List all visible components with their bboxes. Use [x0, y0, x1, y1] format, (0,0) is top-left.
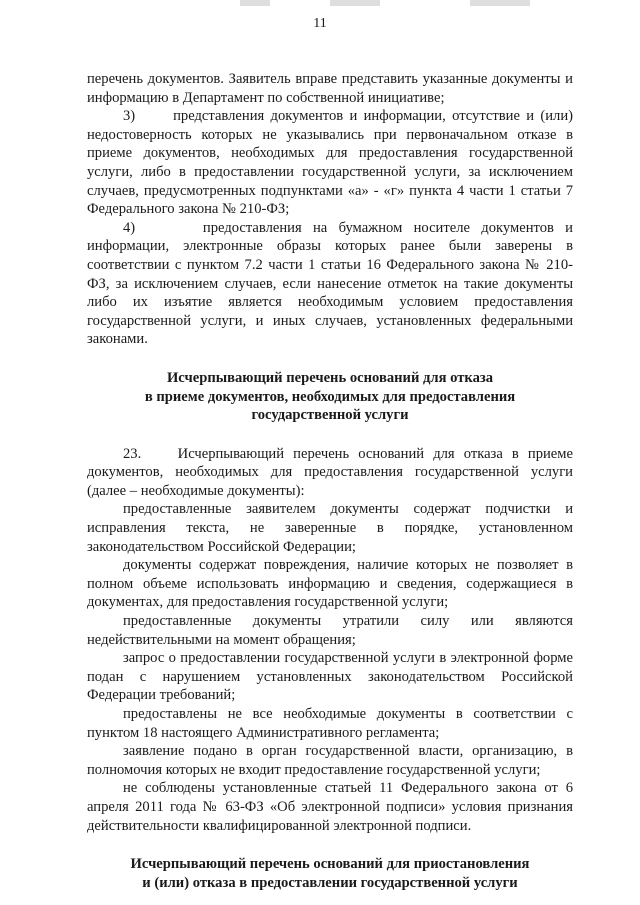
heading-line: и (или) отказа в предоставлении государственной услуги: [142, 874, 518, 891]
heading-line: государственной услуги: [251, 407, 409, 424]
paragraph: запрос о предоставлении государственной услуги в электронной форме подан с нарушением установленных законодательством Российской Федерации требований;: [87, 650, 573, 704]
paragraph: 3) представления документов и информации, отсутствие и (или) недостоверность которых не указывались при первоначальном отказе в приеме документов, необходимых для предоставления государственной услуги, либо в предоставлении государственной услуги, за исключением случаев, предусмотренных подпунктами «а» - «г» пункта 4 части 1 статьи 7 Федерального закона № 210-ФЗ;: [87, 108, 573, 218]
paragraph: предоставлены не все необходимые документы в соответствии с пунктом 18 настоящего Административного регламента;: [87, 706, 573, 741]
heading-line: Исчерпывающий перечень оснований для приостановления: [130, 856, 530, 873]
heading-line: в приеме документов, необходимых для предоставления: [144, 388, 516, 405]
paragraph: не соблюдены установленные статьей 11 Федерального закона от 6 апреля 2011 года № 63-ФЗ «Об электронной подписи» условия признания действительности квалифицированной электронной подписи.: [87, 780, 573, 834]
heading-line: Исчерпывающий перечень оснований для отказа: [166, 369, 494, 386]
paragraph: предоставленные документы утратили силу или являются недействительными на момент обращения;: [87, 613, 573, 648]
section-heading: [87, 369, 573, 425]
paragraph: перечень документов. Заявитель вправе представить указанные документы и информацию в Департамент по собственной инициативе;: [87, 71, 573, 106]
paragraph: 4) предоставления на бумажном носителе документов и информации, электронные образы которых ранее были заверены в соответствии с пунктом 7.2 части 1 статьи 16 Федерального закона № 210-ФЗ, за исключением случаев, если нанесение отметок на такие документы либо их изъятие является необходимым условием предоставления государственной услуги, и иных случаев, установленных федеральными законами.: [87, 219, 573, 348]
paragraph: документы содержат повреждения, наличие которых не позволяет в полном объеме использовать информацию и сведения, содержащиеся в документах, для предоставления государственной услуги;: [87, 557, 573, 611]
section-heading: [87, 855, 573, 892]
scan-artifact: [240, 0, 270, 6]
page-number: 11: [313, 16, 327, 31]
scan-artifact: [470, 0, 530, 6]
scan-artifact: [330, 0, 380, 6]
paragraph: предоставленные заявителем документы содержат подчистки и исправления текста, не заверенные в порядке, установленном законодательством Российской Федерации;: [87, 501, 573, 555]
paragraph: 23. Исчерпывающий перечень оснований для отказа в приеме документов, необходимых для предоставления государственной услуги (далее – необходимые документы):: [87, 445, 573, 499]
paragraph: заявление подано в орган государственной власти, организацию, в полномочия которых не входит предоставление государственной услуги;: [87, 743, 573, 778]
document-body: [87, 70, 573, 892]
